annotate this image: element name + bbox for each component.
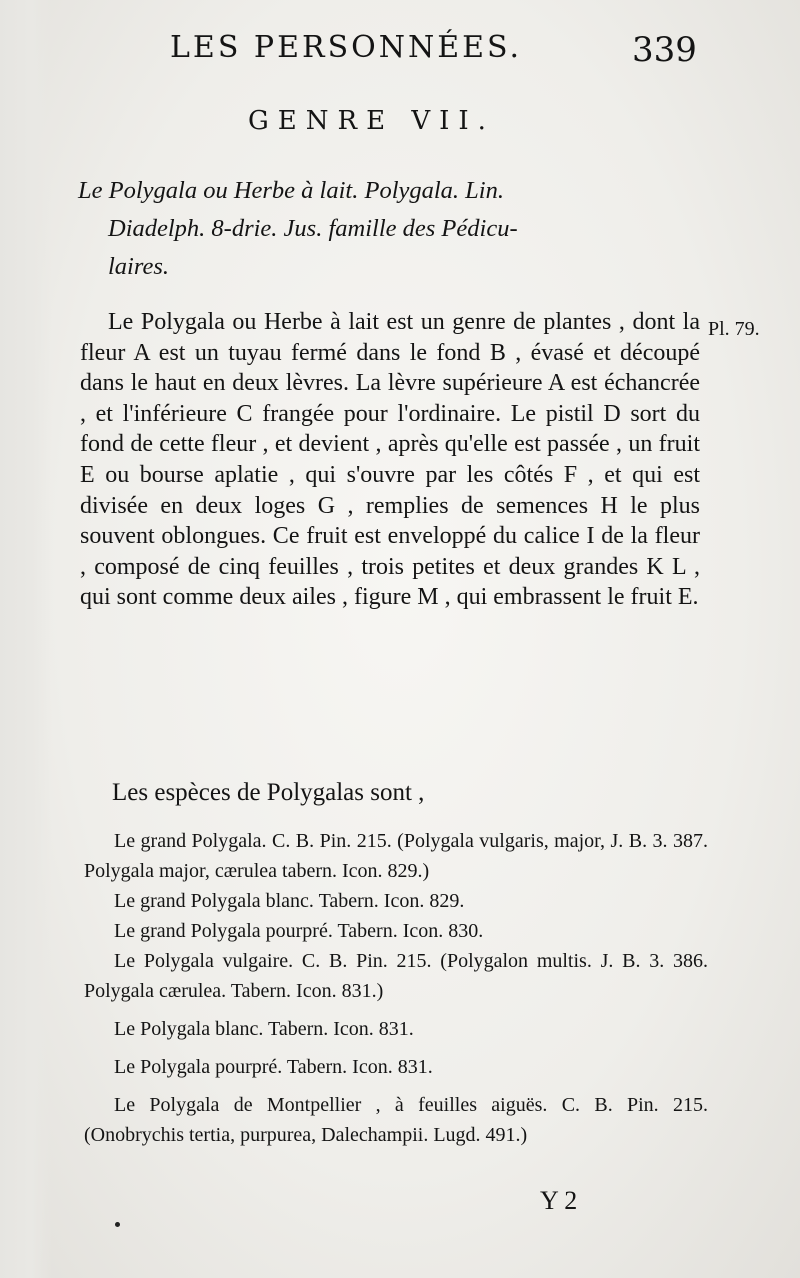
page-gutter bbox=[0, 0, 52, 1278]
species-entry: Le Polygala vulgaire. C. B. Pin. 215. (Polygalon multis. J. B. 3. 386. Polygala cærulea. Tabern. Icon. 831.) bbox=[84, 950, 708, 1002]
species-list bbox=[84, 826, 708, 1150]
plate-reference: Pl. 79. bbox=[708, 318, 760, 340]
species-heading: Les espèces de Polygalas sont , bbox=[112, 779, 425, 806]
species-entry: Le Polygala pourpré. Tabern. Icon. 831. bbox=[114, 1056, 433, 1078]
species-entry: Le Polygala de Montpellier , à feuilles aiguës. C. B. Pin. 215. (Onobrychis tertia, purpurea, Dalechampii. Lugd. 491.) bbox=[84, 1094, 708, 1146]
species-entry: Le grand Polygala blanc. Tabern. Icon. 829. bbox=[114, 890, 465, 912]
genus-description bbox=[80, 307, 700, 613]
genus-title-line-3: laires. bbox=[108, 253, 170, 280]
genre-heading: GENRE VII. bbox=[248, 106, 495, 136]
species-entry: Le grand Polygala pourpré. Tabern. Icon. 830. bbox=[114, 920, 484, 942]
genus-title-line-1: Le Polygala ou Herbe à lait. Polygala. Lin. bbox=[78, 177, 504, 204]
description-paragraph: Le Polygala ou Herbe à lait est un genre de plantes , dont la fleur A est un tuyau fermé dans le fond B , évasé et découpé dans le haut en deux lèvres. La lèvre supérieure A est échancrée , et l'inférieure C frangée pour l'ordinaire. Le pistil D sort du fond de cette fleur , et devient , après qu'elle est passée , un fruit E ou bourse aplatie , qui s'ouvre par les côtés F , et qui est divisée en deux loges G , remplies de semences H le plus souvent oblongues. Ce fruit est enveloppé du calice I de la fleur , composé de cinq feuilles , trois petites et deux grandes K L , qui sont comme deux ailes , figure M , qui embrassent le fruit E. bbox=[80, 309, 700, 611]
genus-title-line-2: Diadelph. 8-drie. Jus. famille des Pédicu- bbox=[108, 215, 518, 242]
species-entry: Le Polygala blanc. Tabern. Icon. 831. bbox=[114, 1018, 414, 1040]
signature-mark: Y 2 bbox=[540, 1186, 578, 1215]
page-number: 339 bbox=[632, 30, 697, 70]
ink-dot bbox=[115, 1222, 120, 1227]
genus-title bbox=[78, 172, 710, 286]
running-header: LES PERSONNÉES. bbox=[170, 30, 523, 65]
species-entry: Le grand Polygala. C. B. Pin. 215. (Polygala vulgaris, major, J. B. 3. 387. Polygala major, cærulea tabern. Icon. 829.) bbox=[84, 830, 708, 882]
